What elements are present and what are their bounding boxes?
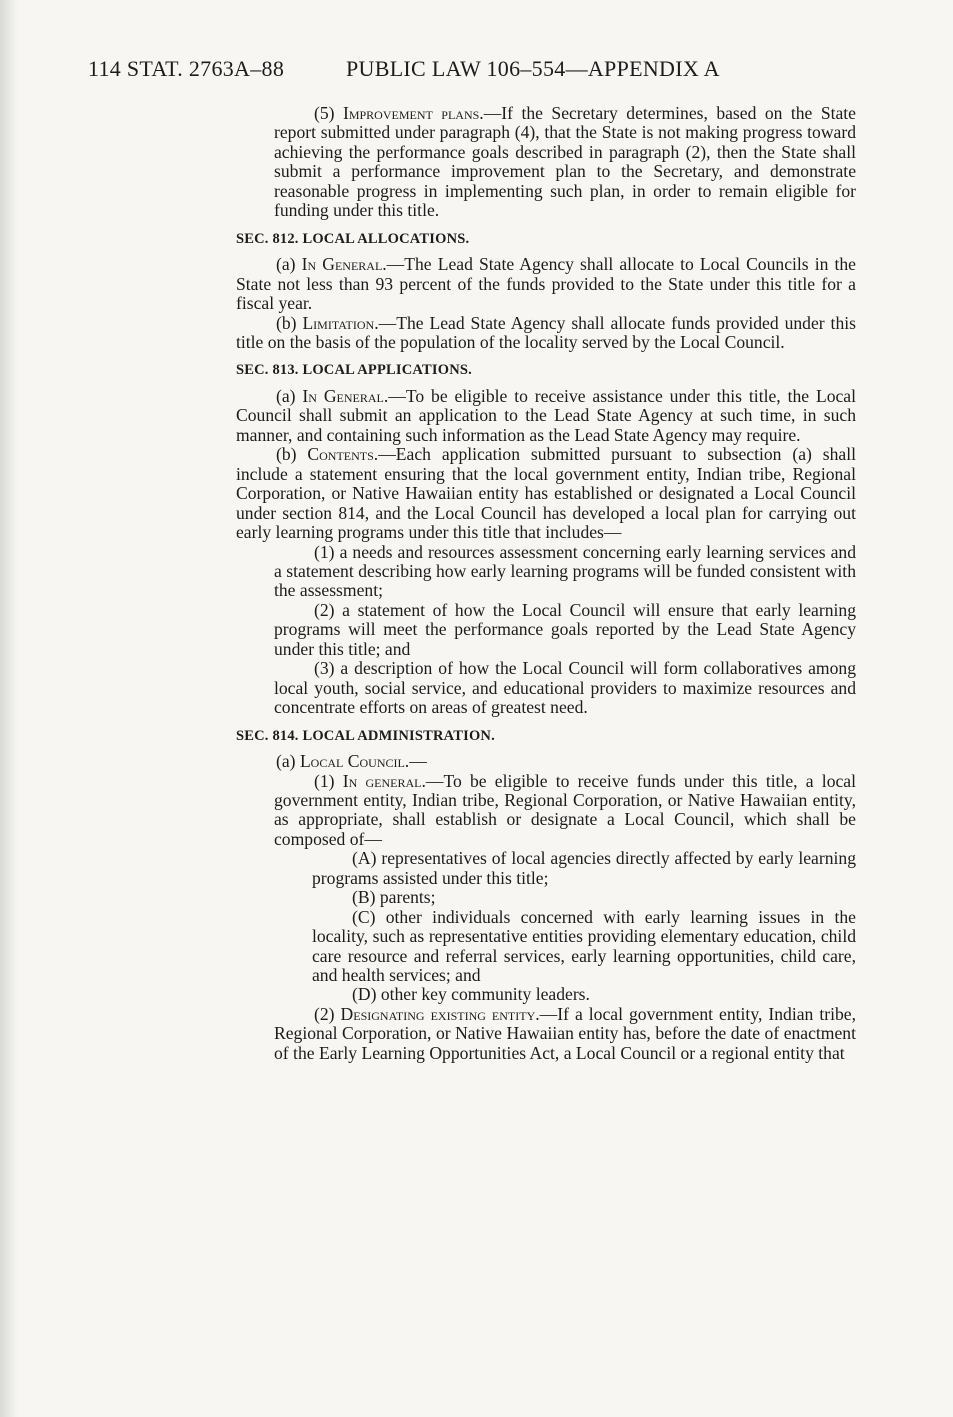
subsection-heading: In General. <box>301 254 387 275</box>
section-813-heading: SEC. 813. LOCAL APPLICATIONS. <box>236 362 472 379</box>
document-body <box>236 104 856 1063</box>
subsection-text: —The Lead State Agency shall allocate funds provided under this title on the basis of the population of the locality served by the Local Council. <box>236 312 856 352</box>
sec813-b-paragraph-1: (1) a needs and resources assessment concerning early learning services and a statement describing how early learning programs will be funded consistent with the assessment; <box>274 541 856 601</box>
page-edge-shadow <box>0 0 18 1417</box>
sec812-subsection-a <box>236 255 856 313</box>
sec813-b-paragraph-2: (2) a statement of how the Local Council will ensure that early learning programs will meet the performance goals reported by the Lead State Agency under this title; and <box>274 599 856 659</box>
subsection-text: —Each application submitted pursuant to subsection (a) shall include a statement ensuring that the local government entity, Indian tribe, Regional Corporation, or Native Hawaiian entity has established or designated a Local Council under section 814, and the Local Council has developed a local plan for carrying out early learning programs under this title that includes— <box>236 444 856 543</box>
subsection-number: (a) <box>276 385 303 406</box>
sec814-subsection-a <box>236 752 856 771</box>
page-header <box>88 56 720 82</box>
section-812-heading: SEC. 812. LOCAL ALLOCATIONS. <box>236 230 470 247</box>
paragraph-text: —If a local government entity, Indian tribe, Regional Corporation, or Native Hawaiian entity has, before the date of enactment of the Early Learning Opportunities Act, a Local Council or a regional entity that <box>274 1003 856 1063</box>
subsection-number: (b) <box>276 444 308 465</box>
paragraph-text: —If the Secretary determines, based on the State report submitted under paragraph (4), that the State is not making progress toward achieving the performance goals described in paragraph (2), then the State shall submit a performance improvement plan to the Secretary, and demonstrate reasonable progress in implementing such plan, in order to remain eligible for funding under this title. <box>274 103 856 221</box>
sec812-subsection-b <box>236 314 856 353</box>
paragraph-number: (2) <box>314 1003 341 1024</box>
subsection-heading: Limitation. <box>302 312 379 333</box>
statute-citation: 114 STAT. 2763A–88 <box>88 56 285 81</box>
subsection-number: (b) <box>276 312 303 333</box>
subsection-heading: In General. <box>302 385 389 406</box>
subsection-text: —The Lead State Agency shall allocate to Local Councils in the State not less than 93 percent of the funds provided to the State under this title for a fiscal year. <box>236 254 856 314</box>
subsection-number: (a) <box>276 751 300 772</box>
sec814-a1-item-a: (A) representatives of local agencies directly affected by early learning programs assisted under this title; <box>312 848 856 888</box>
paragraph-heading: Designating existing entity. <box>340 1003 540 1024</box>
sec813-subsection-a <box>236 387 856 445</box>
subsection-dash: — <box>409 751 427 772</box>
paragraph-number: (1) <box>314 770 343 791</box>
sec814-a1-item-b: (B) parents; <box>352 887 436 908</box>
paragraph-text: —To be eligible to receive funds under this title, a local government entity, Indian tribe, Regional Corporation, or Native Hawaiian entity, as appropriate, shall establish or designate a Local Council, which shall be composed of— <box>274 770 856 849</box>
subsection-text: —To be eligible to receive assistance under this title, the Local Council shall submit an application to the Lead State Agency at such time, in such manner, and containing such information as the Lead State Agency may require. <box>236 385 856 445</box>
paragraph-heading: Improvement plans. <box>342 103 484 123</box>
header-title: PUBLIC LAW 106–554—APPENDIX A <box>346 56 720 81</box>
paragraph-improvement-plans <box>236 104 856 221</box>
subsection-heading: Contents. <box>307 444 379 465</box>
subsection-number: (a) <box>276 254 302 275</box>
paragraph-number: (5) <box>314 103 343 123</box>
sec814-a1-item-c: (C) other individuals concerned with early learning issues in the locality, such as representative entities providing elementary education, child care resource and referral services, early learning opportunities, child care, and health services; and <box>312 906 856 986</box>
paragraph-heading: In general. <box>342 770 426 791</box>
sec814-a-paragraph-1 <box>236 772 856 850</box>
subsection-heading: Local Council. <box>299 751 410 772</box>
sec814-a-paragraph-2 <box>236 1005 856 1063</box>
sec814-a1-item-d: (D) other key community leaders. <box>352 984 590 1005</box>
sec813-b-paragraph-3: (3) a description of how the Local Council will form collaboratives among local youth, social service, and educational providers to maximize resources and concentrate efforts on areas of greatest need. <box>274 658 856 718</box>
section-814-heading: SEC. 814. LOCAL ADMINISTRATION. <box>236 727 495 744</box>
sec813-subsection-b <box>236 445 856 542</box>
